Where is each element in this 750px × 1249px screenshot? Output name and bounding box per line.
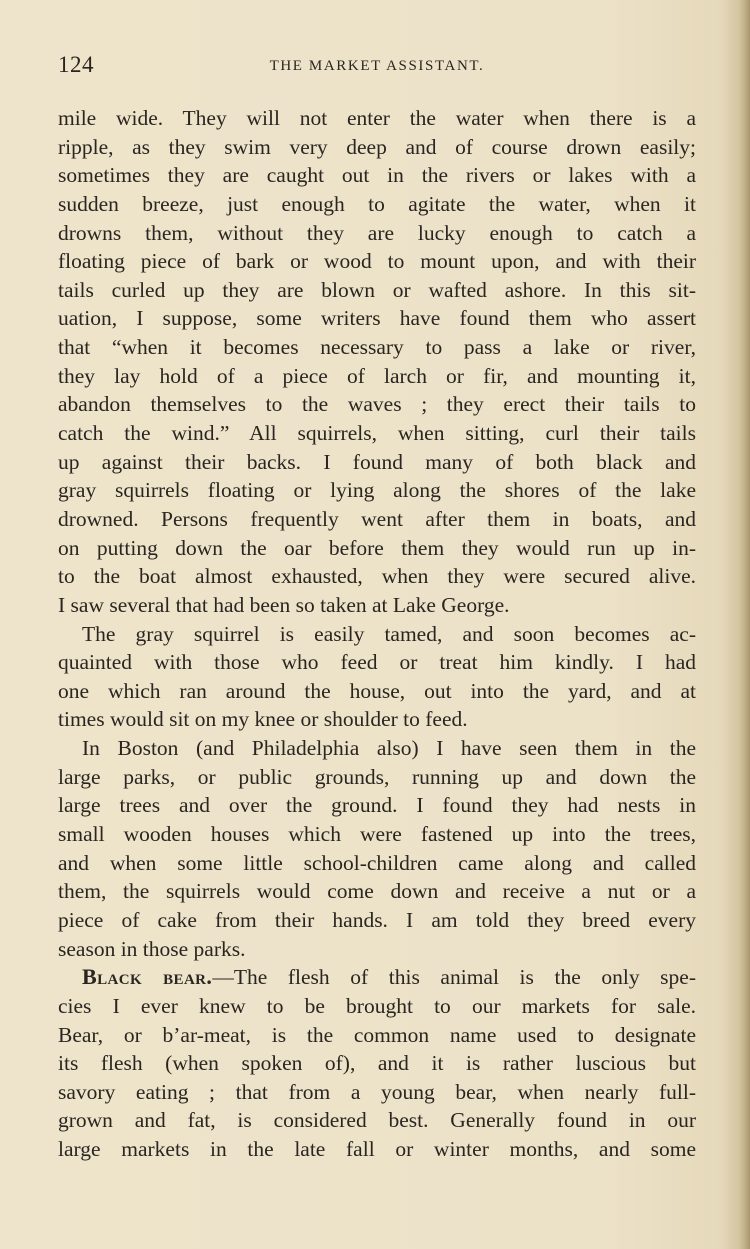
text-line: mile wide. They will not enter the water when there is a [58,106,696,130]
page-header [58,52,696,86]
text-line: on putting down the oar before them they would run up in- [58,535,696,560]
section-lead: Black bear. [82,964,213,990]
section-lead-rest: —The flesh of this animal is the only spe- [212,965,696,990]
page-edge [738,0,750,1249]
text-line: small wooden houses which were fastened up into the trees, [58,822,696,847]
text-line: one which ran around the house, out into the yard, and at [58,678,696,703]
text-line: drowns them, without they are lucky enough to catch a [58,220,696,245]
text-line: times would sit on my knee or shoulder to feed. [58,707,468,732]
text-line: catch the wind.” All squirrels, when sitting, curl their tails [58,421,696,446]
page-number: 124 [58,52,94,77]
text-line: piece of cake from their hands. I am told they breed every [58,907,696,932]
text-line: and when some little school-children came along and called [58,850,696,875]
text-line: up against their backs. I found many of both black and [58,449,696,474]
text-line: season in those parks. [58,936,246,961]
text-line: gray squirrels floating or lying along the shores of the lake [58,478,696,503]
text-line: them, the squirrels would come down and receive a nut or a [58,879,696,904]
text-line: they lay hold of a piece of larch or fir, and mounting it, [58,363,696,388]
text-line: to the boat almost exhausted, when they were secured alive. [58,564,696,589]
paragraph-start-line: The gray squirrel is easily tamed, and soon becomes ac- [82,621,696,646]
text-line: abandon themselves to the waves ; they erect their tails to [58,392,696,417]
text-line: ripple, as they swim very deep and of course drown easily; [58,134,696,159]
text-line: Bear, or b’ar-meat, is the common name used to designate [58,1022,696,1047]
text-line: its flesh (when spoken of), and it is rather luscious but [58,1051,696,1076]
running-title: THE MARKET ASSISTANT. [269,58,485,74]
text-line: that “when it becomes necessary to pass a lake or river, [58,335,696,360]
text-line: savory eating ; that from a young bear, when nearly full- [58,1079,696,1104]
text-line: sudden breeze, just enough to agitate the water, when it [58,191,696,216]
section-start-line [58,963,696,992]
text-line: quainted with those who feed or treat him kindly. I had [58,650,696,675]
text-line: grown and fat, is considered best. Generally found in our [58,1108,696,1133]
text-line: drowned. Persons frequently went after them in boats, and [58,506,696,531]
text-line: floating piece of bark or wood to mount upon, and with their [58,249,696,274]
text-line: cies I ever knew to be brought to our markets for sale. [58,993,696,1018]
text-line: large trees and over the ground. I found they had nests in [58,793,696,818]
text-line: tails curled up they are blown or wafted ashore. In this sit- [58,277,696,302]
text-line: sometimes they are caught out in the rivers or lakes with a [58,163,696,188]
text-line: large markets in the late fall or winter months, and some [58,1137,696,1162]
text-line: large parks, or public grounds, running up and down the [58,764,696,789]
text-line: I saw several that had been so taken at Lake George. [58,592,510,617]
paragraph-start-line: In Boston (and Philadelphia also) I have seen them in the [82,736,696,761]
text-line: uation, I suppose, some writers have found them who assert [58,306,696,331]
body-text [58,104,696,1164]
